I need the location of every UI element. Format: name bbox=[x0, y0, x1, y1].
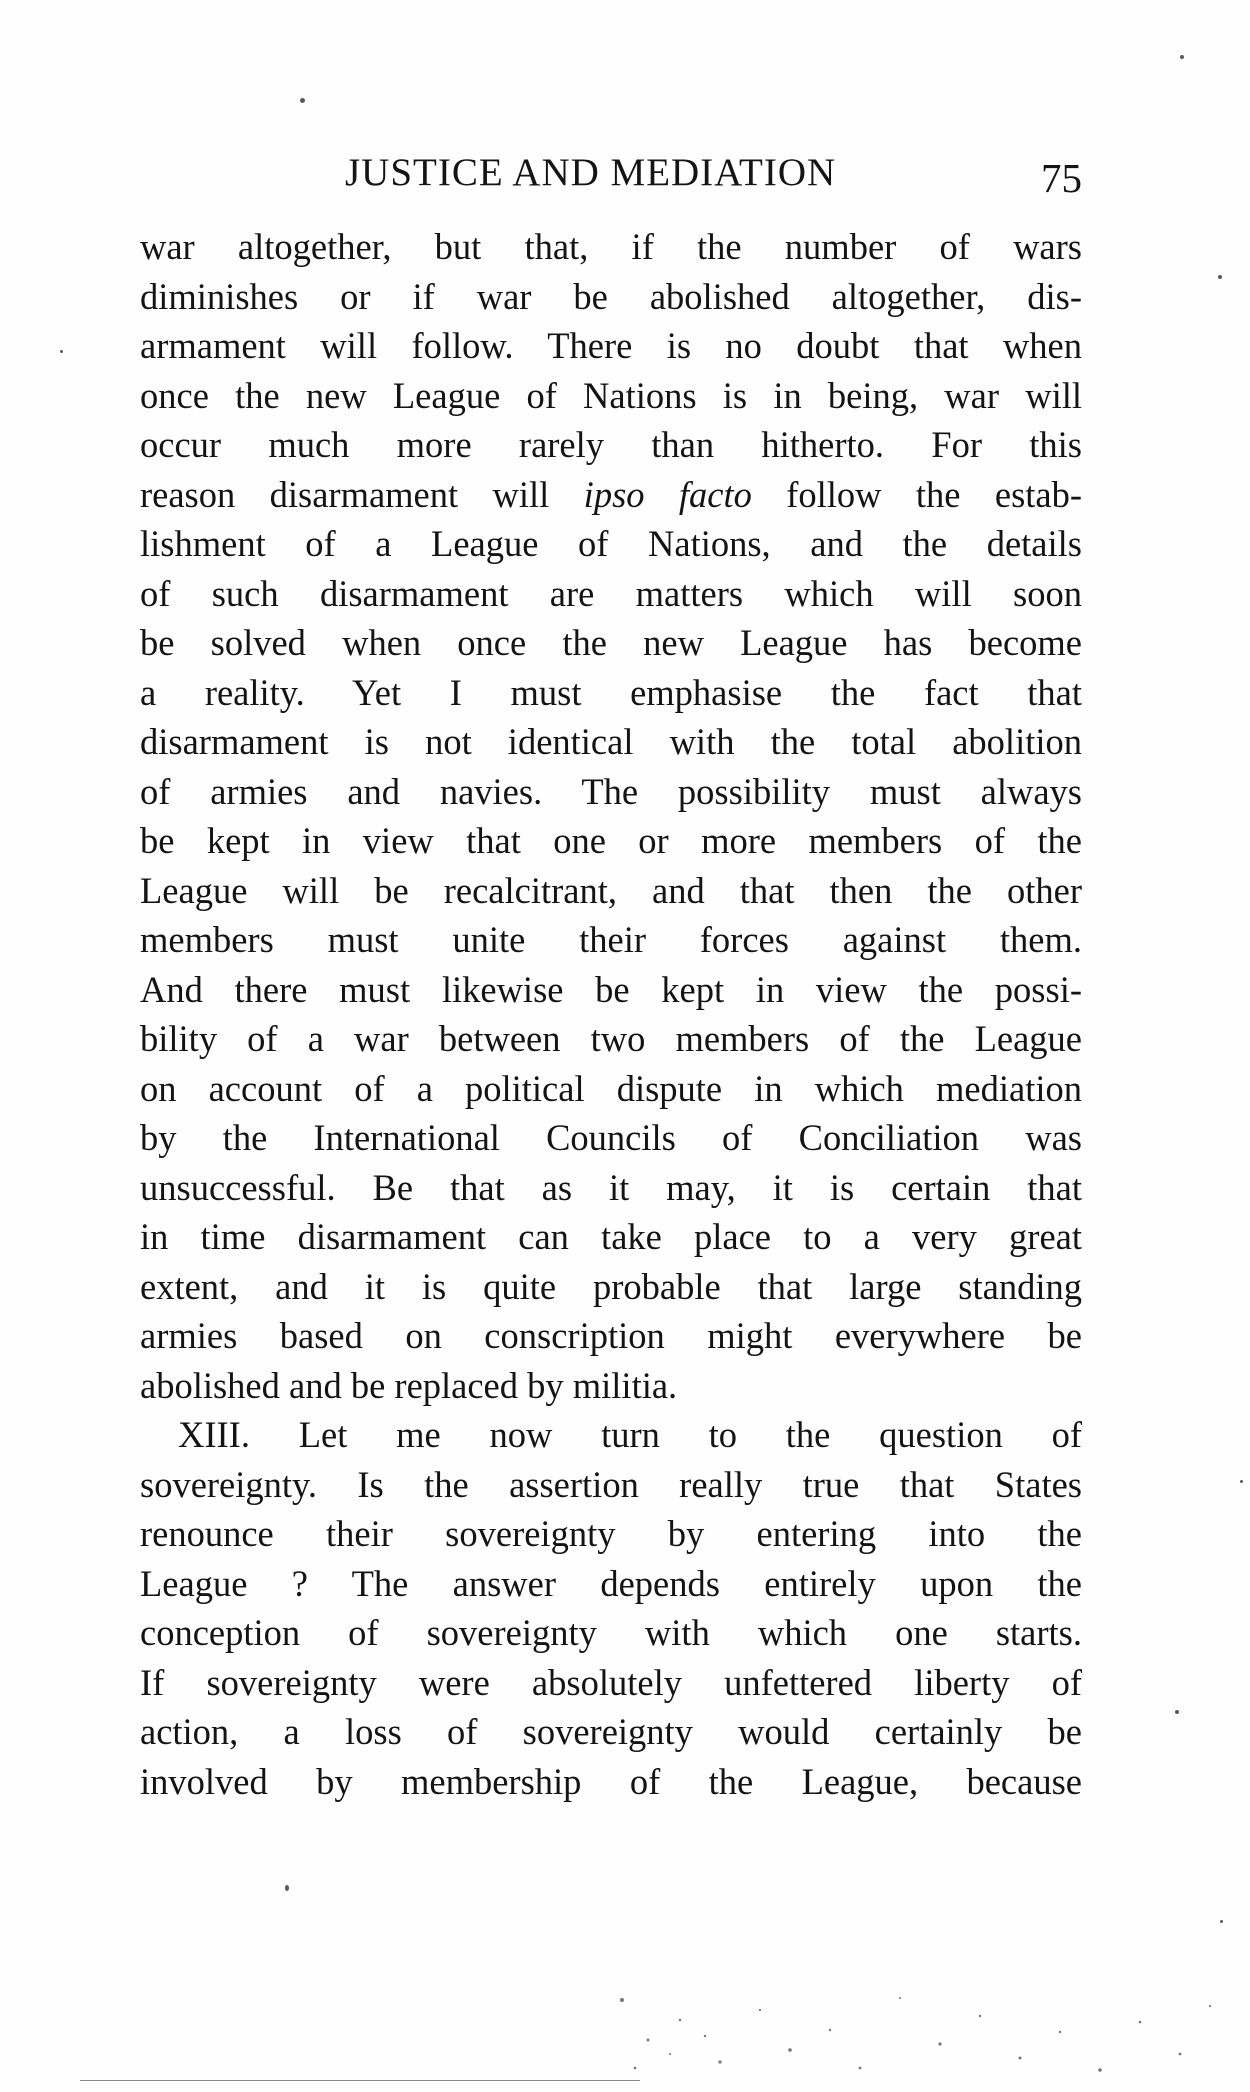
text-line: by the International Councils of Conciliation was bbox=[140, 1117, 1082, 1158]
scan-speck bbox=[1240, 1480, 1243, 1483]
text-line-with-italic bbox=[140, 470, 1082, 520]
scan-speck bbox=[300, 98, 305, 103]
page-number: 75 bbox=[1041, 155, 1082, 201]
paragraph-start-line: XIII. Let me now turn to the question of bbox=[178, 1414, 1082, 1455]
scan-speck bbox=[60, 350, 63, 353]
text-line: be solved when once the new League has become bbox=[140, 622, 1082, 663]
text-line: sovereignty. Is the assertion really true that States bbox=[140, 1463, 1082, 1505]
text-line: bility of a war between two members of the League bbox=[140, 1018, 1082, 1059]
text-line: conception of sovereignty with which one starts. bbox=[140, 1612, 1082, 1653]
text-line: of such disarmament are matters which will soon bbox=[140, 572, 1082, 614]
text-line: League will be recalcitrant, and that then the other bbox=[140, 869, 1082, 911]
text-line: extent, and it is quite probable that large standing bbox=[140, 1265, 1082, 1307]
text-line: a reality. Yet I must emphasise the fact that bbox=[140, 671, 1082, 713]
text-line: abolished and be replaced by militia. bbox=[140, 1364, 678, 1406]
scan-speck bbox=[285, 1885, 289, 1891]
text-line: war altogether, but that, if the number of wars bbox=[140, 226, 1082, 267]
text-line: armament will follow. There is no doubt that when bbox=[140, 325, 1082, 366]
text-segment: reason disarmament will bbox=[140, 473, 550, 515]
text-line: once the new League of Nations is in being, war will bbox=[140, 374, 1082, 416]
text-line: League ? The answer depends entirely upon the bbox=[140, 1562, 1082, 1604]
page-edge-rule bbox=[80, 2080, 640, 2081]
running-head bbox=[140, 150, 1082, 210]
text-line: occur much more rarely than hitherto. For this bbox=[140, 424, 1082, 465]
text-line: be kept in view that one or more members of the bbox=[140, 820, 1082, 861]
text-line: of armies and navies. The possibility must always bbox=[140, 770, 1082, 812]
text-line: disarmament is not identical with the total abolition bbox=[140, 721, 1082, 762]
text-line: members must unite their forces against them. bbox=[140, 919, 1082, 960]
text-line: involved by membership of the League, because bbox=[140, 1760, 1082, 1802]
text-line: unsuccessful. Be that as it may, it is certain that bbox=[140, 1166, 1082, 1208]
scan-speck bbox=[1180, 55, 1184, 59]
scan-noise bbox=[600, 1980, 1240, 2080]
text-line: And there must likewise be kept in view the possi- bbox=[140, 968, 1082, 1010]
running-title: JUSTICE AND MEDIATION bbox=[345, 151, 837, 194]
italic-phrase: ipso facto bbox=[583, 473, 752, 515]
text-line: on account of a political dispute in which mediation bbox=[140, 1067, 1082, 1109]
text-line: action, a loss of sovereignty would certainly be bbox=[140, 1711, 1082, 1752]
text-line: lishment of a League of Nations, and the details bbox=[140, 523, 1082, 564]
text-line: armies based on conscription might everywhere be bbox=[140, 1315, 1082, 1356]
scan-speck bbox=[1218, 275, 1222, 279]
text-line: renounce their sovereignty by entering into the bbox=[140, 1513, 1082, 1554]
scan-speck bbox=[1220, 1920, 1223, 1923]
text-line: If sovereignty were absolutely unfettered liberty of bbox=[140, 1661, 1082, 1703]
text-line: in time disarmament can take place to a very great bbox=[140, 1216, 1082, 1257]
text-segment: follow the estab- bbox=[786, 473, 1083, 515]
scan-speck bbox=[1175, 1710, 1179, 1714]
text-line: diminishes or if war be abolished altogether, dis- bbox=[140, 275, 1082, 317]
body-text bbox=[140, 222, 1082, 1806]
